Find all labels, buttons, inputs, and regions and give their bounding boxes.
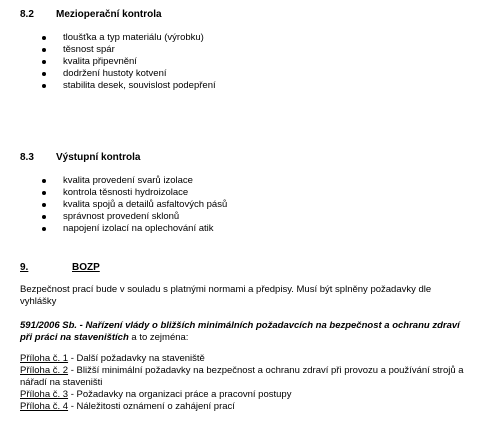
section-title: Výstupní kontrola bbox=[56, 152, 141, 163]
appendix-item: Příloha č. 1 - Další požadavky na staveniště bbox=[20, 353, 205, 364]
bullet-icon bbox=[42, 48, 46, 52]
appendix-item: Příloha č. 4 - Náležitosti oznámení o zahájení prací bbox=[20, 401, 235, 412]
appendix-ref: Příloha č. 2 bbox=[20, 365, 69, 376]
bullet-icon bbox=[42, 215, 46, 219]
bullet-icon bbox=[42, 72, 46, 76]
regulation-suffix: a to zejména: bbox=[128, 332, 189, 343]
appendix-ref: Příloha č. 1 bbox=[20, 353, 69, 364]
appendix-item: Příloha č. 2 - Bližší minimální požadavky na bezpečnost a ochranu zdraví při provozu a používání strojů a nářadí na staveništi bbox=[20, 365, 464, 388]
list-item: těsnost spár bbox=[42, 44, 216, 56]
section-number: 8.2 bbox=[20, 9, 34, 20]
list-item: kvalita provedení svarů izolace bbox=[42, 175, 227, 187]
section-title: Mezioperační kontrola bbox=[56, 9, 162, 20]
list-item: kvalita spojů a detailů asfaltových pásů bbox=[42, 199, 227, 211]
appendix-list bbox=[20, 353, 475, 413]
bullet-icon bbox=[42, 36, 46, 40]
list-item: správnost provedení sklonů bbox=[42, 211, 227, 223]
bullet-icon bbox=[42, 84, 46, 88]
section-heading-8-3 bbox=[20, 152, 140, 164]
bullet-list-8-2 bbox=[42, 32, 216, 92]
bullet-icon bbox=[42, 203, 46, 207]
bozp-intro: Bezpečnost prací bude v souladu s platnými normami a předpisy. Musí být splněny požadavky dle vyhlášky bbox=[20, 284, 432, 307]
bullet-icon bbox=[42, 227, 46, 231]
bullet-icon bbox=[42, 179, 46, 183]
list-item: kontrola těsnosti hydroizolace bbox=[42, 187, 227, 199]
section-number: 9. bbox=[20, 262, 29, 273]
regulation-title: 591/2006 Sb. - Nařízení vlády o bližších minimálních požadavcích na bezpečnost a ochranu zdraví při práci na staveništích bbox=[20, 320, 460, 343]
list-item: stabilita desek, souvislost podepření bbox=[42, 80, 216, 92]
section-title: BOZP bbox=[72, 262, 100, 273]
list-item: dodržení hustoty kotvení bbox=[42, 68, 216, 80]
appendix-ref: Příloha č. 4 bbox=[20, 401, 69, 412]
appendix-ref: Příloha č. 3 bbox=[20, 389, 69, 400]
bullet-list-8-3 bbox=[42, 175, 227, 235]
list-item: kvalita připevnění bbox=[42, 56, 216, 68]
section-heading-8-2 bbox=[20, 9, 162, 21]
bullet-icon bbox=[42, 191, 46, 195]
bullet-icon bbox=[42, 60, 46, 64]
section-number: 8.3 bbox=[20, 152, 34, 163]
list-item: tloušťka a typ materiálu (výrobku) bbox=[42, 32, 216, 44]
regulation-reference bbox=[20, 320, 470, 344]
appendix-item: Příloha č. 3 - Požadavky na organizaci práce a pracovní postupy bbox=[20, 389, 292, 400]
section-heading-9 bbox=[20, 262, 100, 274]
list-item: napojení izolací na oplechování atik bbox=[42, 223, 227, 235]
